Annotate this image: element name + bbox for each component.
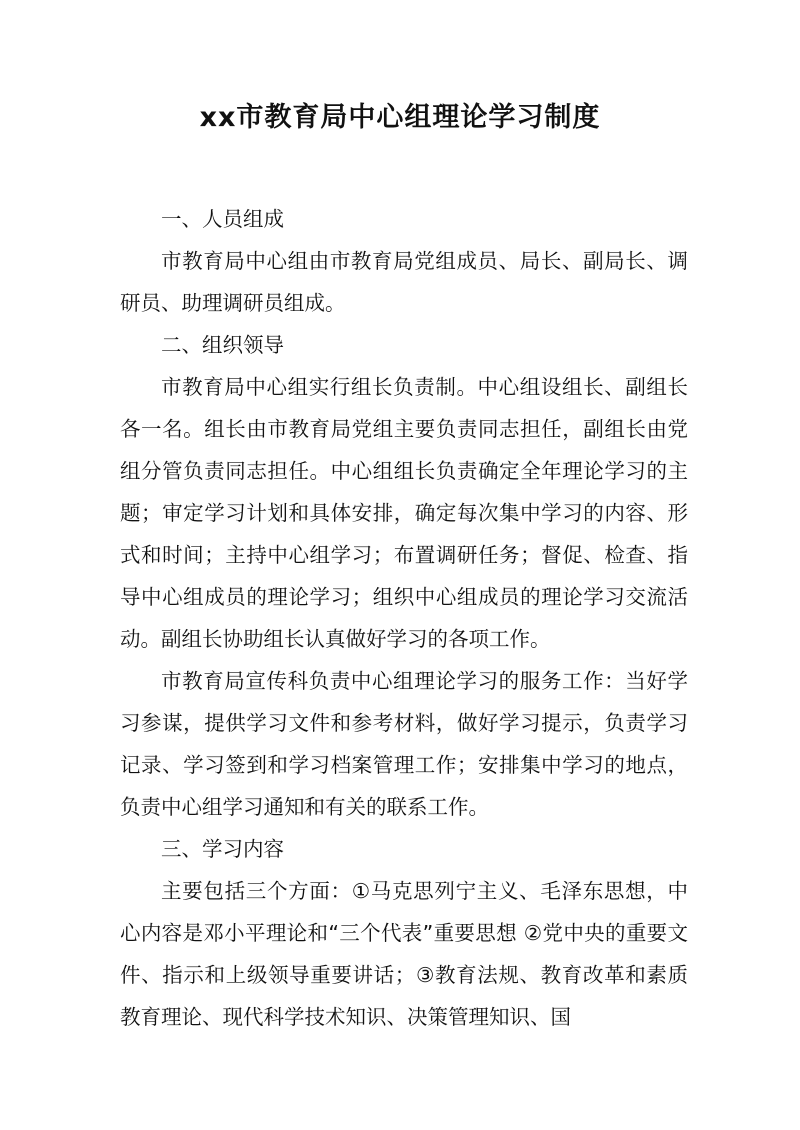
section-heading-leadership: 二、组织领导 [161, 333, 284, 357]
section-heading-personnel: 一、人员组成 [161, 207, 284, 231]
paragraph-personnel: 市教育局中心组由市教育局党组成员、局长、副局长、调研员、助理调研员组成。 [120, 249, 688, 315]
document-title: xx市教育局中心组理论学习制度 [199, 102, 601, 133]
document-body [120, 198, 688, 1038]
paragraph-publicity-service: 市教育局宣传科负责中心组理论学习的服务工作：当好学习参谋，提供学习文件和参考材料，做好学习提示，负责学习记录、学习签到和学习档案管理工作；安排集中学习的地点，负责中心组学习通知和有关的联系工作。 [120, 669, 688, 819]
section-heading-content: 三、学习内容 [161, 837, 284, 861]
paragraph-leadership: 市教育局中心组实行组长负责制。中心组设组长、副组长各一名。组长由市教育局党组主要负责同志担任，副组长由党组分管负责同志担任。中心组组长负责确定全年理论学习的主题；审定学习计划和具体安排，确定每次集中学习的内容、形式和时间；主持中心组学习；布置调研任务；督促、检查、指导中心组成员的理论学习；组织中心组成员的理论学习交流活动。副组长协助组长认真做好学习的各项工作。 [120, 375, 688, 651]
paragraph-content: 主要包括三个方面：①马克思列宁主义、毛泽东思想，中心内容是邓小平理论和“三个代表”重要思想 ②党中央的重要文件、指示和上级领导重要讲话；③教育法规、教育改革和素质教育理论、现代科学技术知识、决策管理知识、国 [120, 879, 688, 1029]
